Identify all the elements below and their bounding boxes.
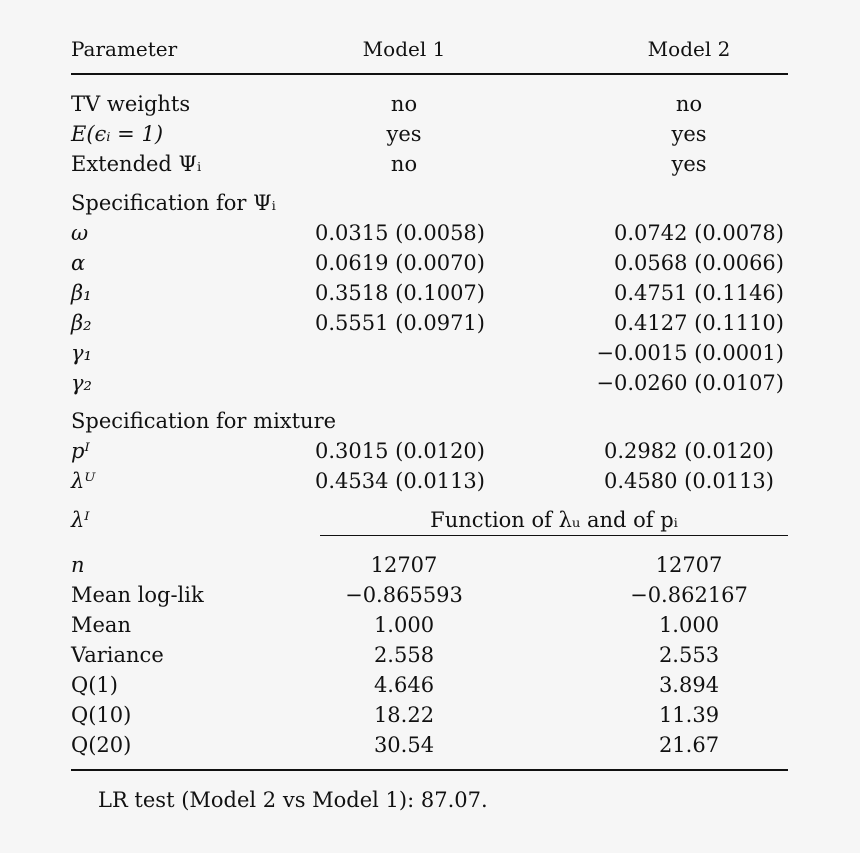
cell-model-2: 2.553 <box>658 643 720 667</box>
cell-model-1: 0.0619 (0.0070) <box>314 251 485 275</box>
row-label: Extended Ψᵢ <box>71 152 202 176</box>
cell-model-1: no <box>390 152 418 176</box>
row-label: γ₂ <box>71 371 92 395</box>
row-label: Mean log-lik <box>71 583 204 607</box>
row-label: Q(1) <box>71 673 118 697</box>
cell-model-1: 0.0315 (0.0058) <box>314 221 485 245</box>
row-label: ω <box>71 221 89 245</box>
cell-model-2: 0.4580 (0.0113) <box>603 469 774 493</box>
row-label: Q(20) <box>71 733 132 757</box>
bottom-rule <box>71 769 788 771</box>
cell-model-2: yes <box>671 152 707 176</box>
cell-model-2: 11.39 <box>658 703 720 727</box>
cell-model-2: 0.4751 (0.1146) <box>613 281 784 305</box>
cell-model-2: 3.894 <box>658 673 720 697</box>
cell-model-1: −0.865593 <box>345 583 463 607</box>
cell-model-1: 1.000 <box>373 613 435 637</box>
cell-model-1: 0.4534 (0.0113) <box>314 469 485 493</box>
header-model-1: Model 1 <box>362 37 446 61</box>
footnote: LR test (Model 2 vs Model 1): 87.07. <box>98 788 488 812</box>
row-label: Mean <box>71 613 131 637</box>
cell-model-1: 0.5551 (0.0971) <box>314 311 485 335</box>
header-rule <box>71 73 788 75</box>
span-rule <box>320 535 788 536</box>
row-label: TV weights <box>71 92 191 116</box>
cell-model-2: 0.2982 (0.0120) <box>603 439 774 463</box>
cell-model-2: 12707 <box>655 553 723 577</box>
cell-model-1: 0.3015 (0.0120) <box>314 439 485 463</box>
row-label: λᴵ <box>71 508 90 532</box>
header-parameter: Parameter <box>71 37 178 61</box>
cell-model-2: 0.0568 (0.0066) <box>613 251 784 275</box>
cell-model-2: 0.0742 (0.0078) <box>613 221 784 245</box>
cell-model-1: yes <box>386 122 422 146</box>
row-label: β₂ <box>71 311 92 335</box>
cell-model-2: no <box>675 92 703 116</box>
cell-model-2: yes <box>671 122 707 146</box>
spanning-cell-lambda-i: Function of λᵤ and of pᵢ <box>430 508 678 532</box>
cell-model-2: 1.000 <box>658 613 720 637</box>
cell-model-2: −0.0015 (0.0001) <box>596 341 784 365</box>
section-heading-psi: Specification for Ψᵢ <box>71 191 276 215</box>
cell-model-1: 30.54 <box>373 733 435 757</box>
cell-model-2: 0.4127 (0.1110) <box>613 311 784 335</box>
cell-model-2: 21.67 <box>658 733 720 757</box>
section-heading-mixture: Specification for mixture <box>71 409 337 433</box>
row-label: n <box>71 553 85 577</box>
row-label: E(ϵᵢ = 1) <box>71 122 164 146</box>
row-label: pᴵ <box>71 439 90 463</box>
cell-model-1: 4.646 <box>373 673 435 697</box>
row-label: γ₁ <box>71 341 92 365</box>
row-label: α <box>71 251 86 275</box>
cell-model-2: −0.0260 (0.0107) <box>596 371 784 395</box>
row-label: λᵁ <box>71 469 96 493</box>
cell-model-1: 18.22 <box>373 703 435 727</box>
cell-model-1: no <box>390 92 418 116</box>
cell-model-1: 12707 <box>370 553 438 577</box>
cell-model-1: 2.558 <box>373 643 435 667</box>
header-model-2: Model 2 <box>647 37 731 61</box>
cell-model-1: 0.3518 (0.1007) <box>314 281 485 305</box>
row-label: Variance <box>71 643 164 667</box>
row-label: Q(10) <box>71 703 132 727</box>
cell-model-2: −0.862167 <box>630 583 748 607</box>
row-label: β₁ <box>71 281 92 305</box>
